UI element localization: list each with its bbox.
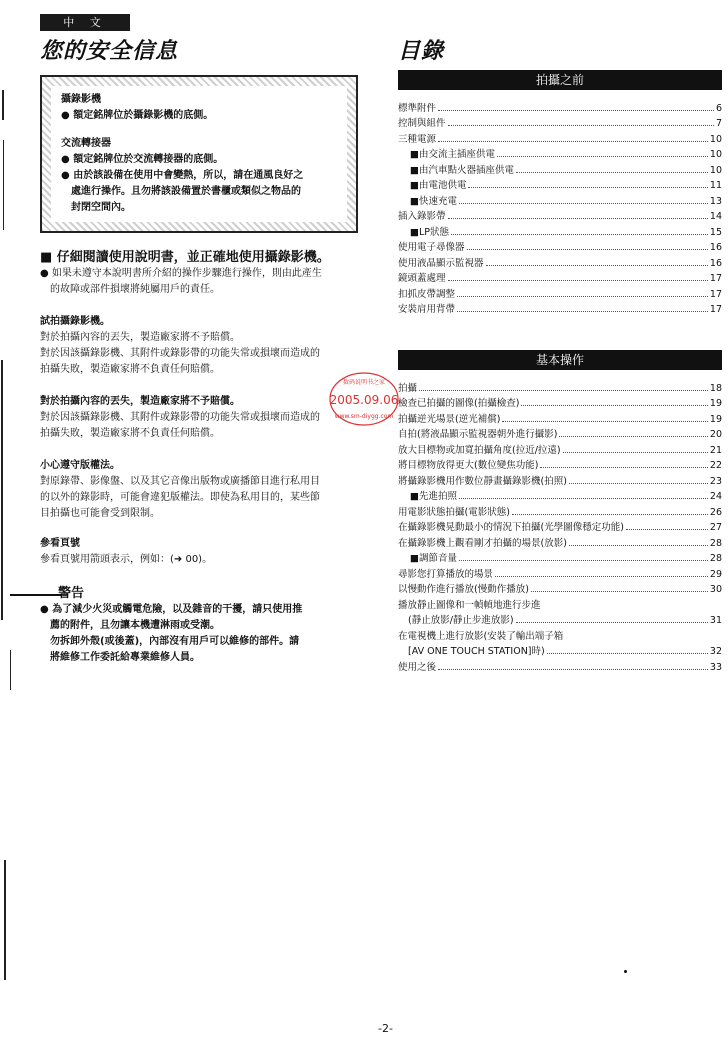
toc-entry-label: 在攝錄影機上觀看剛才拍攝的場景(放影) bbox=[398, 537, 567, 549]
toc-entry-label: ■快速充電 bbox=[410, 195, 457, 207]
ac-adaptor-heat-note: ● 由於該設備在使用中會變熱，所以，請在通風良好之 bbox=[61, 170, 304, 181]
read-manual-title: ■ 仔細閱讀使用說明書，並正確地使用攝錄影機。 bbox=[40, 250, 330, 265]
toc-page-number: 17 bbox=[709, 304, 722, 315]
stamp-date: 2005.09.06 bbox=[329, 393, 399, 407]
toc-page-number: 26 bbox=[709, 506, 722, 518]
toc-entry bbox=[398, 626, 722, 642]
toc-leader-dots bbox=[467, 249, 708, 250]
toc-entry-label: 播放靜止圖像和一幀幀地進行步進 bbox=[398, 599, 541, 611]
toc-page-number: 29 bbox=[709, 568, 722, 580]
toc-leader-dots bbox=[569, 545, 708, 546]
toc-entry-label: 以慢動作進行播放(慢動作播放) bbox=[398, 584, 529, 595]
copyright-line-2: 的以外的錄影時，可能會違犯版權法。即使為私用目的，某些節 bbox=[40, 492, 320, 503]
toc-entry-label: 放大目標物或加寬拍攝角度(拉近/拉遠) bbox=[398, 444, 561, 456]
toc-leader-dots bbox=[540, 467, 707, 468]
toc-entry bbox=[398, 471, 722, 487]
toc-entry-label: 在攝錄影機晃動最小的情況下拍攝(光學圖像穩定功能) bbox=[398, 522, 624, 533]
liability-line-2: 的故障或部件損壞將純屬用戶的責任。 bbox=[50, 284, 220, 295]
toc-leader-dots bbox=[531, 591, 708, 592]
toc-entry-label: 扣抓皮帶調整 bbox=[398, 288, 456, 300]
page-reference-paragraph bbox=[40, 536, 370, 568]
scan-edge-mark bbox=[2, 90, 4, 120]
toc-leader-dots bbox=[451, 234, 708, 235]
liability-paragraph bbox=[40, 266, 370, 298]
toc-entry-label: 鏡頭蓋處理 bbox=[398, 273, 446, 284]
copyright-line-3: 目拍攝也可能會受到限制。 bbox=[40, 508, 160, 519]
toc-leader-dots bbox=[459, 560, 708, 561]
toc-leader-dots bbox=[569, 483, 708, 484]
toc-page-number: 7 bbox=[715, 118, 722, 129]
toc-entry-label: (靜止放影/靜止步進放影) bbox=[408, 615, 514, 626]
toc-page-number: 27 bbox=[709, 522, 722, 533]
toc-leader-dots bbox=[547, 653, 708, 654]
safety-heading: 您的安全信息 bbox=[40, 39, 179, 64]
toc-entry-label: 尋影您打算播放的場景 bbox=[398, 568, 494, 580]
toc-leader-dots bbox=[559, 436, 707, 437]
stray-dot bbox=[624, 970, 627, 973]
toc-page-number: 16 bbox=[709, 242, 722, 253]
copyright-paragraph bbox=[40, 458, 370, 522]
warning-title: 警告 bbox=[58, 586, 85, 601]
watermark-stamp bbox=[324, 368, 404, 430]
trial-recording-paragraph bbox=[40, 314, 370, 378]
copyright-title: 小心遵守版權法。 bbox=[40, 460, 120, 471]
toc-leader-dots bbox=[419, 390, 708, 391]
toc-leader-dots bbox=[502, 421, 707, 422]
toc-page-number: 28 bbox=[709, 537, 722, 549]
toc-page-number: 18 bbox=[709, 382, 722, 394]
toc-entry-label: 在電視機上進行放影(安裝了輸出端子箱 bbox=[398, 630, 564, 642]
toc-entry bbox=[398, 564, 722, 580]
toc-entry bbox=[398, 378, 722, 394]
toc-entry bbox=[398, 238, 722, 254]
basic-operations-section-bar: 基本操作 bbox=[398, 350, 722, 370]
toc-entry bbox=[398, 549, 722, 565]
toc-leader-dots bbox=[516, 622, 708, 623]
toc-page-number: 21 bbox=[709, 444, 722, 456]
toc-entry bbox=[398, 129, 722, 145]
toc-entry bbox=[398, 611, 722, 627]
language-tab: 中 文 bbox=[40, 14, 130, 31]
toc-entry-label: 拍攝逆光場景(逆光補償) bbox=[398, 413, 501, 425]
liability-line-1: ● 如果未遵守本說明書所介紹的操作步驟進行操作，則由此產生 bbox=[40, 268, 322, 279]
toc-leader-dots bbox=[448, 218, 708, 219]
scan-edge-mark bbox=[10, 650, 11, 690]
toc-leader-dots bbox=[495, 576, 708, 577]
toc-page-number: 10 bbox=[709, 149, 722, 160]
toc-entry-label: 用電影狀態拍攝(電影狀態) bbox=[398, 506, 510, 518]
toc-page-number: 19 bbox=[709, 398, 722, 409]
toc-entry-label: 使用之後 bbox=[398, 661, 437, 673]
toc-entry bbox=[398, 253, 722, 269]
toc-entry bbox=[398, 114, 722, 130]
toc-entry-label: 安裝肩用背帶 bbox=[398, 304, 456, 315]
toc-leader-dots bbox=[459, 203, 708, 204]
toc-page-number: 23 bbox=[709, 475, 722, 487]
toc-entry-label: 標準附件 bbox=[398, 102, 437, 114]
toc-entry bbox=[398, 657, 722, 673]
toc-leader-dots bbox=[457, 296, 708, 297]
toc-page-number: 32 bbox=[709, 646, 722, 657]
page-number: -2- bbox=[378, 1022, 393, 1035]
toc-page-number: 10 bbox=[709, 133, 722, 145]
toc-leader-dots bbox=[438, 141, 708, 142]
stamp-title: 数码说明书之家 bbox=[342, 379, 386, 386]
toc-entry-label: 控制與組件 bbox=[398, 118, 446, 129]
warning-line-3: 勿拆卸外殼(或後蓋)，內部沒有用戶可以維修的部件。請 bbox=[50, 636, 300, 647]
toc-page-number: 17 bbox=[709, 273, 722, 284]
ac-adaptor-heat-note-3: 封閉空間內。 bbox=[71, 202, 131, 213]
toc-entry-label: 將攝錄影機用作數位靜畫攝錄影機(拍照) bbox=[398, 475, 567, 487]
toc-entry-label: ■由電池供電 bbox=[410, 180, 467, 191]
toc-leader-dots bbox=[468, 187, 707, 188]
toc-entry bbox=[398, 269, 722, 285]
toc-leader-dots bbox=[448, 280, 708, 281]
toc-entry bbox=[398, 533, 722, 549]
toc-page-number: 14 bbox=[709, 211, 722, 222]
trial-recording-title: 試拍攝錄影機。 bbox=[40, 316, 110, 327]
toc-entry bbox=[398, 580, 722, 596]
toc-page-number: 16 bbox=[709, 257, 722, 269]
toc-page-number: 19 bbox=[709, 413, 722, 425]
warning-line-4: 將維修工作委託給專業維修人員。 bbox=[50, 652, 200, 663]
warning-paragraph bbox=[40, 602, 370, 666]
scan-edge-mark bbox=[3, 140, 4, 230]
toc-basic-operations bbox=[398, 378, 722, 673]
toc-entry bbox=[398, 409, 722, 425]
toc-entry bbox=[398, 98, 722, 114]
toc-entry bbox=[398, 176, 722, 192]
toc-before-use bbox=[398, 98, 722, 315]
toc-entry bbox=[398, 440, 722, 456]
rating-warning-box bbox=[40, 75, 358, 233]
toc-leader-dots bbox=[516, 172, 708, 173]
ac-adaptor-heat-note-2: 處進行操作。且勿將該設備置於書櫃或類似之物品的 bbox=[71, 186, 301, 197]
rating-warning-content bbox=[51, 86, 347, 222]
toc-entry bbox=[398, 394, 722, 410]
warning-line-1: ● 為了減少火災或觸電危險，以及雜音的干擾，請只使用推 bbox=[40, 604, 303, 615]
toc-entry bbox=[398, 456, 722, 472]
page-reference-title: 參看頁號 bbox=[40, 538, 80, 549]
toc-entry-label: ■由交流主插座供電 bbox=[410, 149, 495, 160]
toc-page-number: 33 bbox=[709, 661, 722, 673]
toc-page-number: 28 bbox=[709, 553, 722, 564]
toc-entry-label: 檢查已拍攝的圖像(拍攝檢查) bbox=[398, 398, 520, 409]
toc-page-number: 17 bbox=[709, 288, 722, 300]
toc-leader-dots bbox=[563, 452, 708, 453]
toc-leader-dots bbox=[497, 156, 708, 157]
before-use-section-bar: 拍攝之前 bbox=[398, 70, 722, 90]
toc-entry-label: 拍攝 bbox=[398, 382, 418, 394]
toc-entry bbox=[398, 642, 722, 658]
toc-page-number: 30 bbox=[709, 584, 722, 595]
scan-edge-mark bbox=[1, 360, 3, 620]
toc-entry-label: 三種電源 bbox=[398, 133, 437, 145]
toc-entry-label: [AV ONE TOUCH STATION]時) bbox=[408, 646, 545, 657]
toc-entry-label: 自拍(將液晶顯示監視器朝外進行攝影) bbox=[398, 429, 558, 440]
toc-page-number: 10 bbox=[709, 164, 722, 176]
toc-leader-dots bbox=[438, 110, 714, 111]
toc-entry-label: 使用液晶顯示監視器 bbox=[398, 257, 484, 269]
toc-entry-label: 將目標物放得更大(數位變焦功能) bbox=[398, 460, 539, 471]
toc-page-number: 15 bbox=[709, 226, 722, 238]
no-compensation-line-1: 對於因該攝錄影機、其附件或錄影帶的功能失常或損壞而造成的 bbox=[40, 412, 320, 423]
trial-recording-line-3: 拍攝失敗，製造廠家將不負責任何賠償。 bbox=[40, 364, 220, 375]
toc-entry bbox=[398, 487, 722, 503]
toc-entry bbox=[398, 502, 722, 518]
toc-entry-label: 插入錄影帶 bbox=[398, 211, 446, 222]
no-compensation-title: 對於拍攝內容的丟失，製造廠家將不予賠償。 bbox=[40, 396, 240, 407]
page-reference-line: 參看頁號用箭頭表示，例如：(➜ 00)。 bbox=[40, 554, 213, 565]
ac-adaptor-title: 交流轉接器 bbox=[61, 138, 111, 149]
stamp-url: www.sm-diygg.com bbox=[334, 413, 394, 420]
scan-edge-mark bbox=[4, 860, 6, 980]
toc-entry-label: ■調節音量 bbox=[410, 553, 457, 564]
toc-page-number: 11 bbox=[709, 180, 722, 191]
toc-entry-label: ■LP狀態 bbox=[410, 226, 449, 238]
toc-entry bbox=[398, 518, 722, 534]
toc-page-number: 22 bbox=[709, 460, 722, 471]
toc-page-number: 31 bbox=[709, 615, 722, 626]
ac-adaptor-rating-note: ● 額定銘牌位於交流轉接器的底側。 bbox=[61, 154, 224, 165]
warning-line-2: 薦的附件，且勿讓本機遭淋雨或受潮。 bbox=[50, 620, 220, 631]
toc-leader-dots bbox=[626, 529, 708, 530]
toc-leader-dots bbox=[448, 125, 714, 126]
copyright-line-1: 對原錄帶、影像盤、以及其它音像出版物或廣播節目進行私用目 bbox=[40, 476, 320, 487]
toc-entry-label: 使用電子尋像器 bbox=[398, 242, 465, 253]
toc-leader-dots bbox=[486, 265, 708, 266]
toc-leader-dots bbox=[512, 514, 708, 515]
toc-entry bbox=[398, 207, 722, 223]
camcorder-title: 攝錄影機 bbox=[61, 94, 101, 105]
toc-entry bbox=[398, 191, 722, 207]
toc-leader-dots bbox=[438, 669, 708, 670]
toc-entry-label: ■由汽車點火器插座供電 bbox=[410, 164, 514, 176]
toc-entry-label: ■先進拍照 bbox=[410, 491, 457, 502]
toc-leader-dots bbox=[459, 498, 708, 499]
toc-entry bbox=[398, 425, 722, 441]
toc-entry bbox=[398, 222, 722, 238]
no-compensation-paragraph bbox=[40, 394, 370, 442]
camcorder-rating-note: ● 額定銘牌位於攝錄影機的底側。 bbox=[61, 110, 214, 121]
toc-entry bbox=[398, 284, 722, 300]
toc-entry bbox=[398, 595, 722, 611]
no-compensation-line-2: 拍攝失敗，製造廠家將不負責任何賠償。 bbox=[40, 428, 220, 439]
toc-entry bbox=[398, 160, 722, 176]
toc-leader-dots bbox=[457, 311, 708, 312]
toc-entry bbox=[398, 145, 722, 161]
toc-page-number: 24 bbox=[709, 491, 722, 502]
toc-leader-dots bbox=[521, 405, 707, 406]
toc-page-number: 20 bbox=[709, 429, 722, 440]
warning-rule bbox=[10, 594, 62, 596]
trial-recording-line-2: 對於因該攝錄影機、其附件或錄影帶的功能失常或損壞而造成的 bbox=[40, 348, 320, 359]
toc-page-number: 13 bbox=[709, 195, 722, 207]
contents-heading: 目錄 bbox=[398, 39, 445, 64]
toc-entry bbox=[398, 300, 722, 316]
trial-recording-line-1: 對於拍攝內容的丟失，製造廠家將不予賠償。 bbox=[40, 332, 240, 343]
toc-page-number: 6 bbox=[715, 102, 722, 114]
